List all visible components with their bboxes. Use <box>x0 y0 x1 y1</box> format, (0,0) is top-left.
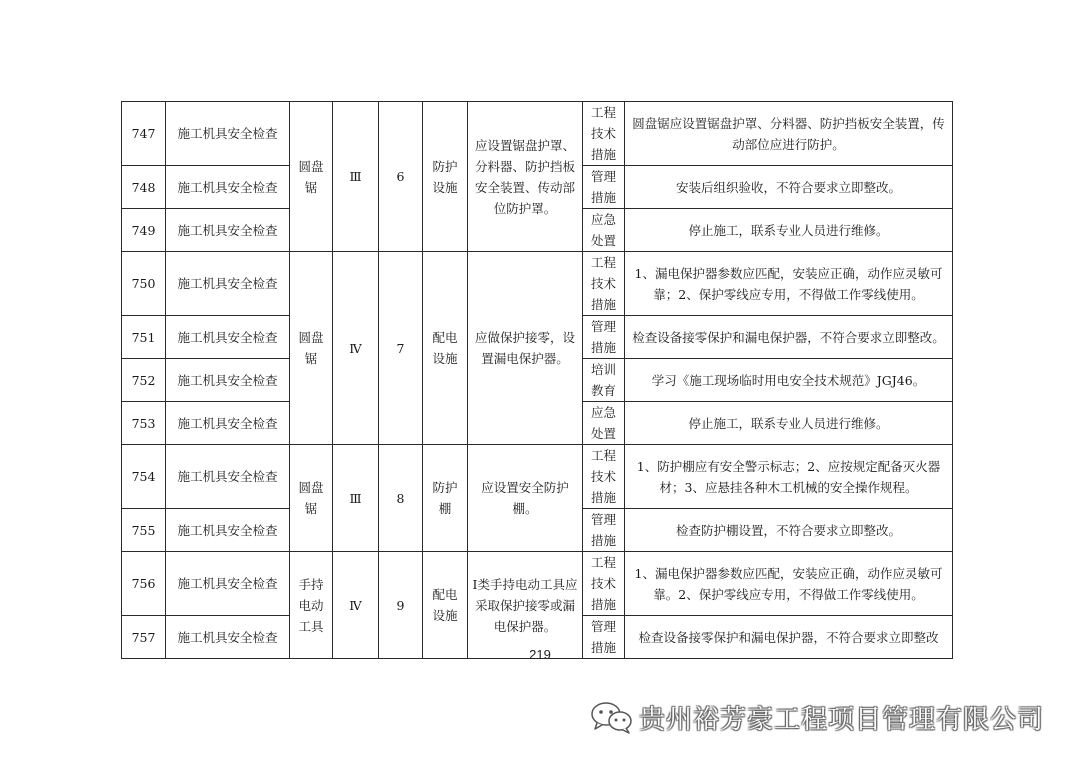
requirement: 应设置锯盘护罩、分料器、防护挡板安全装置、传动部位防护罩。 <box>468 102 583 252</box>
hazard-seq: 8 <box>379 445 423 552</box>
measure-text: 检查防护棚设置，不符合要求立即整改。 <box>625 509 953 552</box>
measure-type: 工程技术措施 <box>583 445 625 509</box>
wechat-icon <box>589 700 635 734</box>
row-number: 757 <box>122 616 166 659</box>
table-row <box>122 102 953 166</box>
row-number: 748 <box>122 166 166 209</box>
check-item: 施工机具安全检查 <box>166 509 290 552</box>
requirement: I类手持电动工具应采取保护接零或漏电保护器。 <box>468 552 583 659</box>
measure-text: 1、漏电保护器参数应匹配，安装应正确，动作应灵敏可靠。2、保护零线应专用，不得做工作零线使用。 <box>625 552 953 616</box>
row-number: 753 <box>122 402 166 445</box>
row-number: 755 <box>122 509 166 552</box>
hazard-seq: 6 <box>379 102 423 252</box>
measure-text: 检查设备接零保护和漏电保护器，不符合要求立即整改 <box>625 616 953 659</box>
hazard-seq: 9 <box>379 552 423 659</box>
measure-text: 1、防护棚应有安全警示标志；2、应按规定配备灭火器材；3、应悬挂各种木工机械的安全操作规程。 <box>625 445 953 509</box>
check-item: 施工机具安全检查 <box>166 445 290 509</box>
watermark <box>589 697 1044 737</box>
row-number: 750 <box>122 252 166 316</box>
measure-text: 学习《施工现场临时用电安全技术规范》JGJ46。 <box>625 359 953 402</box>
measure-type: 管理措施 <box>583 166 625 209</box>
check-item: 施工机具安全检查 <box>166 359 290 402</box>
hazard-category: 防护棚 <box>423 445 468 552</box>
risk-level: Ⅲ <box>333 445 379 552</box>
table-row <box>122 252 953 316</box>
measure-text: 安装后组织验收，不符合要求立即整改。 <box>625 166 953 209</box>
check-item: 施工机具安全检查 <box>166 552 290 616</box>
measure-text: 停止施工，联系专业人员进行维修。 <box>625 402 953 445</box>
watermark-text: 贵州裕芳豪工程项目管理有限公司 <box>638 704 1044 735</box>
table-row <box>122 552 953 616</box>
safety-inspection-table <box>121 101 953 659</box>
measure-type: 管理措施 <box>583 509 625 552</box>
measure-type: 工程技术措施 <box>583 252 625 316</box>
hazard-category: 防护设施 <box>423 102 468 252</box>
measure-type: 管理措施 <box>583 316 625 359</box>
row-number: 754 <box>122 445 166 509</box>
requirement: 应设置安全防护棚。 <box>468 445 583 552</box>
check-item: 施工机具安全检查 <box>166 616 290 659</box>
equipment-name: 手持电动工具 <box>290 552 333 659</box>
equipment-name: 圆盘锯 <box>290 252 333 445</box>
equipment-name: 圆盘锯 <box>290 445 333 552</box>
risk-level: Ⅲ <box>333 102 379 252</box>
measure-text: 圆盘锯应设置锯盘护罩、分料器、防护挡板安全装置，传动部位应进行防护。 <box>625 102 953 166</box>
check-item: 施工机具安全检查 <box>166 316 290 359</box>
row-number: 752 <box>122 359 166 402</box>
measure-type: 培训教育 <box>583 359 625 402</box>
measure-type: 应急处置 <box>583 402 625 445</box>
check-item: 施工机具安全检查 <box>166 102 290 166</box>
row-number: 747 <box>122 102 166 166</box>
check-item: 施工机具安全检查 <box>166 209 290 252</box>
check-item: 施工机具安全检查 <box>166 166 290 209</box>
measure-text: 1、漏电保护器参数应匹配，安装应正确，动作应灵敏可靠；2、保护零线应专用，不得做工作零线使用。 <box>625 252 953 316</box>
measure-type: 应急处置 <box>583 209 625 252</box>
row-number: 756 <box>122 552 166 616</box>
row-number: 751 <box>122 316 166 359</box>
equipment-name: 圆盘锯 <box>290 102 333 252</box>
check-item: 施工机具安全检查 <box>166 402 290 445</box>
measure-text: 检查设备接零保护和漏电保护器，不符合要求立即整改。 <box>625 316 953 359</box>
hazard-category: 配电设施 <box>423 252 468 445</box>
measure-type: 管理措施 <box>583 616 625 659</box>
hazard-category: 配电设施 <box>423 552 468 659</box>
measure-text: 停止施工，联系专业人员进行维修。 <box>625 209 953 252</box>
row-number: 749 <box>122 209 166 252</box>
hazard-seq: 7 <box>379 252 423 445</box>
page-number: 219 <box>529 647 551 662</box>
check-item: 施工机具安全检查 <box>166 252 290 316</box>
table-row <box>122 445 953 509</box>
requirement: 应做保护接零，设置漏电保护器。 <box>468 252 583 445</box>
risk-level: Ⅳ <box>333 252 379 445</box>
measure-type: 工程技术措施 <box>583 552 625 616</box>
measure-type: 工程技术措施 <box>583 102 625 166</box>
risk-level: Ⅳ <box>333 552 379 659</box>
